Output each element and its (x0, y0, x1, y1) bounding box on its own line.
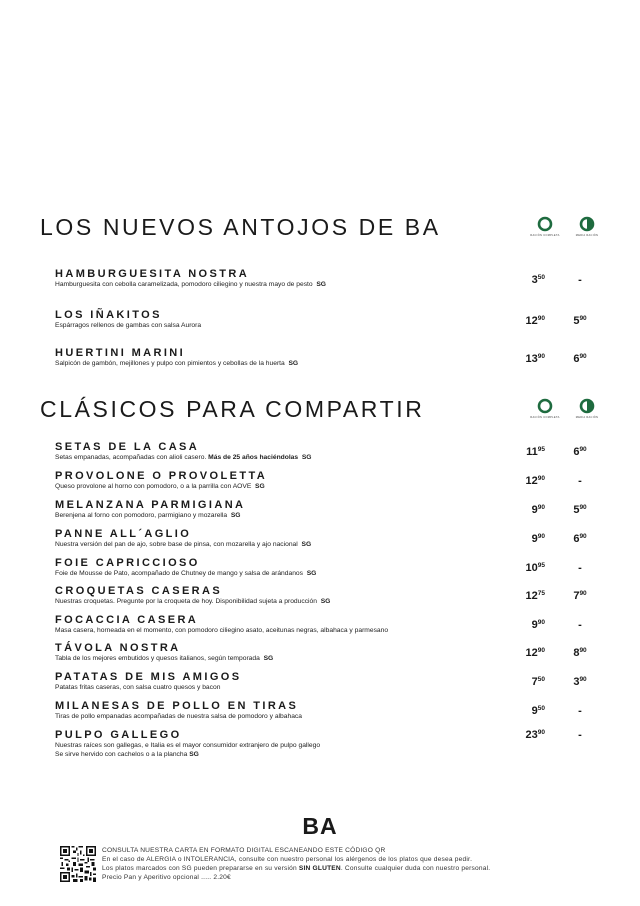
gluten-free-tag: SG (189, 751, 199, 758)
full-price: $10^{95}$ (525, 562, 545, 574)
half-portion-label: MEDIA RACIÓN (575, 234, 599, 237)
item-name: PATATAS DE MIS AMIGOS (55, 671, 242, 683)
menu-item (55, 268, 600, 289)
half-price: $7^{90}$ (573, 590, 587, 602)
item-description: Tabla de los mejores embutidos y quesos italianos, según temporada SG (55, 655, 274, 662)
section-title-antojos: LOS NUEVOS ANTOJOS DE BA (40, 214, 441, 240)
item-name: PULPO GALLEGO (55, 729, 182, 741)
gluten-free-tag: SG (263, 655, 274, 662)
item-description: Espárragos rellenos de gambas con salsa Aurora (55, 322, 202, 329)
half-price: $3^{90}$ (573, 676, 587, 688)
full-portion-label: RACIÓN COMPLETA (530, 234, 560, 237)
gluten-free-tag: SG (306, 570, 317, 577)
item-name: HAMBURGUESITA NOSTRA (55, 268, 250, 280)
item-name: MELANZANA PARMIGIANA (55, 499, 246, 511)
item-name: SETAS DE LA CASA (55, 441, 200, 453)
item-description: Berenjena al forno con pomodoro, parmigiano y mozarella SG (55, 512, 241, 519)
menu-item (55, 642, 600, 663)
item-description: Nuestra versión del pan de ajo, sobre base de pinsa, con mozarella y ajo nacional SG (55, 541, 312, 548)
item-name: FOCACCIA CASERA (55, 614, 199, 626)
half-price: - (578, 475, 582, 487)
full-price: $3^{50}$ (531, 274, 545, 286)
menu-item (55, 557, 600, 578)
half-price: - (578, 619, 582, 631)
half-portion-label: MEDIA RACIÓN (575, 416, 599, 419)
half-price: - (578, 274, 582, 286)
full-price: $9^{50}$ (531, 705, 545, 717)
half-price: $6^{90}$ (573, 446, 587, 458)
item-name: LOS IÑAKITOS (55, 309, 162, 321)
menu-item (55, 700, 600, 721)
full-portion-icon (537, 398, 553, 414)
half-price: - (578, 729, 582, 741)
half-portion-legend (566, 398, 608, 419)
half-price: $6^{90}$ (573, 353, 587, 365)
menu-item (55, 729, 600, 759)
menu-item (55, 347, 600, 368)
gluten-free-tag: SG (301, 541, 312, 548)
item-name: PANNE ALL´AGLIO (55, 528, 192, 540)
section-title-clasicos: CLÁSICOS PARA COMPARTIR (40, 396, 425, 422)
item-description: Nuestras croquetas. Pregunte por la croqueta de hoy. Disponibilidad sujeta a producción SG (55, 598, 331, 605)
menu-item (55, 309, 600, 330)
item-description: Patatas fritas caseras, con salsa cuatro quesos y bacon (55, 684, 221, 691)
half-portion-icon (579, 398, 595, 414)
item-name: TÁVOLA NOSTRA (55, 642, 181, 654)
full-price: $11^{95}$ (526, 446, 545, 458)
full-price: $7^{50}$ (531, 676, 545, 688)
menu-item (55, 671, 600, 692)
item-name: FOIE CAPRICCIOSO (55, 557, 200, 569)
gluten-free-tag: SG (301, 454, 312, 461)
item-description: Queso provolone al horno con pomodoro, o a la parrilla con AOVE SG (55, 483, 265, 490)
bread-price-notice: Precio Pan y Aperitivo opcional ..... 2.20€ (102, 874, 231, 881)
menu-item (55, 441, 600, 462)
menu-item (55, 585, 600, 606)
portion-legend (524, 398, 608, 419)
full-price: $12^{90}$ (525, 315, 545, 327)
gluten-free-tag: SG (288, 360, 299, 367)
gluten-free-tag: SG (320, 598, 331, 605)
allergy-notice: En el caso de ALERGIA o INTOLERANCIA, consulte con nuestro personal los alérgenos de los platos que desea pedir. (102, 856, 473, 863)
menu-item (55, 528, 600, 549)
brand-logo: BA (302, 813, 338, 839)
item-description: Hamburguesita con cebolla caramelizada, pomodoro ciliegino y nuestra mayo de pesto SG (55, 281, 327, 288)
half-price: - (578, 705, 582, 717)
item-description: Masa casera, horneada en el momento, con pomodoro ciliegino asato, aceitunas negras, albahaca y parmesano (55, 627, 389, 634)
item-description: Salpicón de gambón, mejillones y pulpo con pimientos y cebollas de la huerta SG (55, 360, 299, 367)
full-price: $23^{90}$ (525, 729, 545, 741)
full-price: $9^{90}$ (531, 504, 545, 516)
item-name: CROQUETAS CASERAS (55, 585, 223, 597)
item-description: Foie de Mousse de Pato, acompañado de Chutney de mango y salsa de arándanos SG (55, 570, 317, 577)
item-name: PROVOLONE O PROVOLETTA (55, 470, 268, 482)
full-portion-legend (524, 398, 566, 419)
qr-instruction: CONSULTA NUESTRA CARTA EN FORMATO DIGITAL ESCANEANDO ESTE CÓDIGO QR (102, 847, 386, 854)
half-price: $5^{90}$ (573, 315, 587, 327)
footer-notes (102, 846, 490, 882)
full-portion-label: RACIÓN COMPLETA (530, 416, 560, 419)
qr-code-icon[interactable] (60, 846, 96, 882)
half-price: - (578, 562, 582, 574)
full-price: $9^{90}$ (531, 533, 545, 545)
full-price: $12^{90}$ (525, 647, 545, 659)
menu-item (55, 499, 600, 520)
item-name: HUERTINI MARINI (55, 347, 186, 359)
item-description: Nuestras raíces son gallegas, e Italia es el mayor consumidor extranjero de pulpo gallego (55, 742, 321, 749)
menu-item (55, 470, 600, 491)
gluten-free-tag: SG (230, 512, 241, 519)
item-description: Setas empanadas, acompañadas con alioli casero. Más de 25 años haciéndolas SG (55, 454, 312, 461)
portion-legend (524, 216, 608, 237)
full-price: $9^{90}$ (531, 619, 545, 631)
full-price: $13^{90}$ (525, 353, 545, 365)
half-portion-icon (579, 216, 595, 232)
item-description-extra: Se sirve hervido con cachelos o a la plancha SG (55, 751, 199, 758)
half-price: $8^{90}$ (573, 647, 587, 659)
gluten-free-tag: SG (316, 281, 327, 288)
gluten-free-notice: Los platos marcados con SG pueden prepararse en su versión SIN GLUTEN. Consulte cualquier duda con nuestro personal. (102, 865, 491, 872)
full-portion-legend (524, 216, 566, 237)
half-price: $5^{90}$ (573, 504, 587, 516)
item-description: Tiras de pollo empanadas acompañadas de nuestra salsa de pomodoro y albahaca (55, 713, 302, 720)
half-portion-legend (566, 216, 608, 237)
full-price: $12^{90}$ (525, 475, 545, 487)
full-price: $12^{75}$ (525, 590, 545, 602)
menu-item (55, 614, 600, 635)
gluten-free-tag: SG (255, 483, 265, 490)
item-name: MILANESAS DE POLLO EN TIRAS (55, 700, 299, 712)
full-portion-icon (537, 216, 553, 232)
half-price: $6^{90}$ (573, 533, 587, 545)
